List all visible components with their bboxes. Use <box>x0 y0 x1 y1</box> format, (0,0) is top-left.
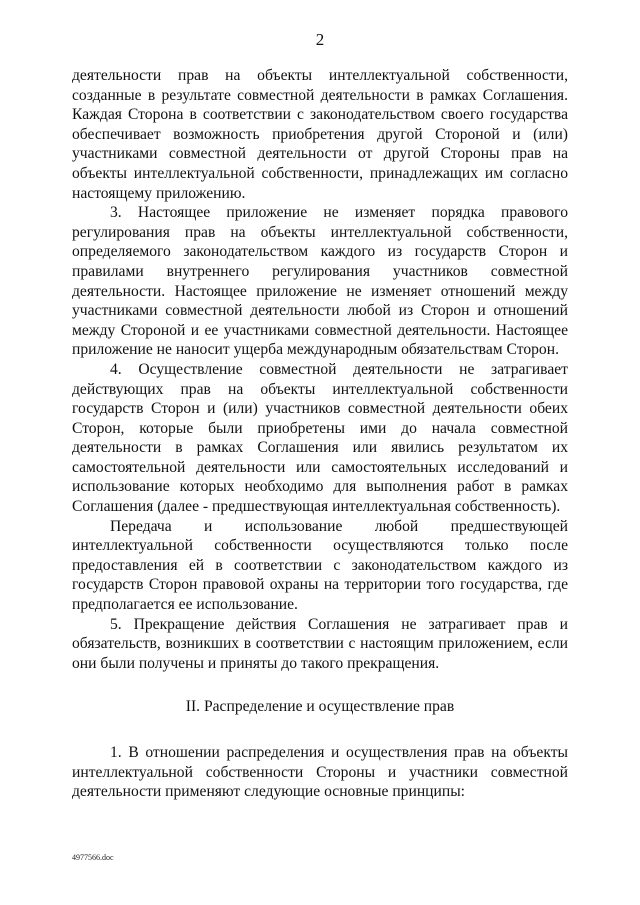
document-body <box>72 66 568 802</box>
document-file-id: 4977566.doc <box>72 853 114 862</box>
paragraph-continuation: деятельности прав на объекты интеллектуальной собственности, созданные в результате совместной деятельности в рамках Соглашения. Каждая Сторона в соответствии с законодательством своего государства обеспечивает возможность приобретения другой Стороной и (или) участниками совместной деятельности от другой Стороны прав на объекты интеллектуальной собственности, принадлежащих им согласно настоящему приложению. <box>72 67 568 202</box>
page-number: 2 <box>315 30 325 49</box>
paragraph-item-3: 3. Настоящее приложение не изменяет порядка правового регулирования прав на объекты интеллектуальной собственности, определяемого законодательством каждого из государств Сторон и правилами внутреннего регулирования участников совместной деятельности. Настоящее приложение не изменяет отношений между участниками совместной деятельности любой из Сторон и отношений между Стороной и ее участниками совместной деятельности. Настоящее приложение не наносит ущерба международным обязательствам Сторон. <box>72 204 568 359</box>
section-heading: II. Распределение и осуществление прав <box>185 698 455 716</box>
paragraph-transfer: Передача и использование любой предшествующей интеллектуальной собственности осуществляются только после предоставления ей в соответствии с законодательством каждого из государств Сторон правовой охраны на территории того государства, где предполагается ее использование. <box>72 517 568 614</box>
paragraph-item-4: 4. Осуществление совместной деятельности не затрагивает действующих прав на объекты интеллектуальной собственности государств Сторон и (или) участников совместной деятельности обеих Сторон, которые были приобретены ими до начала совместной деятельности в рамках Соглашения или явились результатом их самостоятельной деятельности или самостоятельных исследований и использование которых необходимо для выполнения работ в рамках Соглашения (далее - предшествующая интеллектуальная собственность). <box>72 360 568 516</box>
section-paragraph-1: 1. В отношении распределения и осуществления прав на объекты интеллектуальной собственности Стороны и участники совместной деятельности применяют следующие основные принципы: <box>72 744 568 801</box>
paragraph-item-5: 5. Прекращение действия Соглашения не затрагивает прав и обязательств, возникших в соответствии с настоящим приложением, если они были получены и приняты до такого прекращения. <box>72 615 568 672</box>
